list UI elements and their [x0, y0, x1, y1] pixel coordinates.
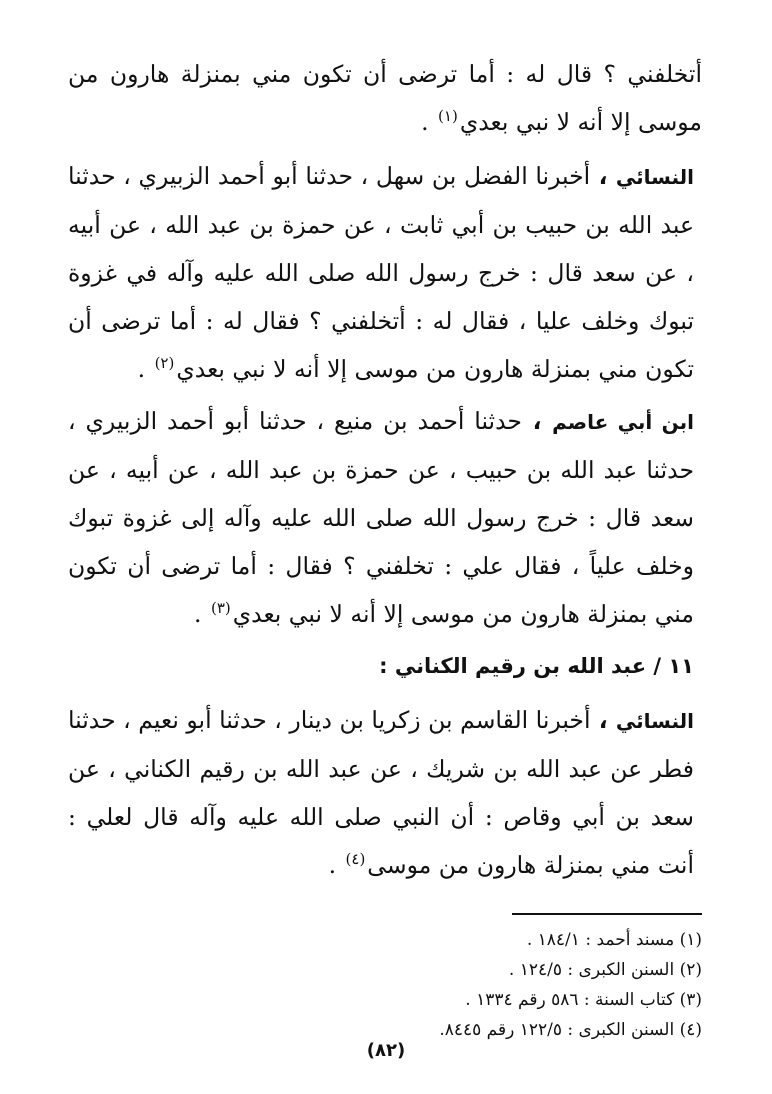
paragraph-end: .	[328, 851, 344, 879]
source-separator: ،	[521, 407, 553, 435]
footnote-item: (١) مسند أحمد : ١٨٤/١ .	[526, 930, 702, 950]
paragraph-end: .	[194, 600, 209, 628]
footnote-divider	[512, 913, 702, 915]
footnote-marker-3: (٣)	[210, 599, 231, 618]
page-body	[68, 50, 702, 1045]
paragraph-text: حدثنا أحمد بن منيع ، حدثنا أبو أحمد الزبيري ، حدثنا عبد الله بن حبيب ، عن حمزة بن عبد الله ، عن أبيه ، عن سعد قال : خرج رسول الله صلى الله عليه وآله إلى غزوة تبوك وخلف علياً ، فقال علي : تخلفني ؟ فقال : أما ترضى أن تكون مني بمنزلة هارون من موسى إلا أنه لا نبي بعدي	[68, 407, 694, 628]
footnote-item: (٤) السنن الكبرى : ١٢٢/٥ رقم ٨٤٤٥.	[439, 1020, 702, 1040]
footnotes	[68, 925, 702, 1045]
paragraph-continuation	[68, 50, 702, 146]
paragraph-ibn-abi-asim	[68, 397, 702, 638]
footnote-item: (٣) كتاب السنة : ٥٨٦ رقم ١٣٣٤ .	[465, 990, 702, 1010]
footnote-item: (٢) السنن الكبرى : ١٢٤/٥ .	[508, 960, 702, 980]
source-separator: ،	[590, 162, 616, 190]
footnote-marker-4: (٤)	[345, 850, 366, 869]
source-separator: ،	[590, 706, 616, 734]
paragraph-nasai-1	[68, 152, 702, 393]
paragraph-nasai-2	[68, 696, 702, 889]
paragraph-end: .	[421, 108, 437, 136]
source-name: النسائي	[615, 709, 694, 733]
footnote-marker-1: (١)	[438, 107, 458, 126]
source-name: ابن أبي عاصم	[552, 410, 694, 434]
source-name: النسائي	[615, 165, 695, 189]
page-number: (٨٢)	[366, 1040, 406, 1061]
paragraph-text: أخبرنا الفضل بن سهل ، حدثنا أبو أحمد الزبيري ، حدثنا عبد الله بن حبيب بن أبي ثابت ، عن حمزة بن عبد الله ، عن أبيه ، عن سعد قال : خرج رسول الله صلى الله عليه وآله في غزوة تبوك وخلف عليا ، فقال له : أتخلفني ؟ فقال له : أما ترضى أن تكون مني بمنزلة هارون من موسى إلا أنه لا نبي بعدي	[68, 162, 694, 383]
section-heading: ١١ / عبد الله بن رقيم الكناني :	[379, 654, 694, 678]
footnote-marker-2: (٢)	[154, 354, 175, 373]
paragraph-end: .	[137, 355, 153, 383]
paragraph-text: أخبرنا القاسم بن زكريا بن دينار ، حدثنا أبو نعيم ، حدثنا فطر عن عبد الله بن شريك ، عن عبد الله بن رقيم الكناني ، عن سعد بن أبي وقاص : أن النبي صلى الله عليه وآله قال لعلي : أنت مني بمنزلة هارون من موسى	[68, 706, 694, 879]
paragraph-text: أتخلفني ؟ قال له : أما ترضى أن تكون مني بمنزلة هارون من موسى إلا أنه لا نبي بعدي	[68, 60, 702, 136]
